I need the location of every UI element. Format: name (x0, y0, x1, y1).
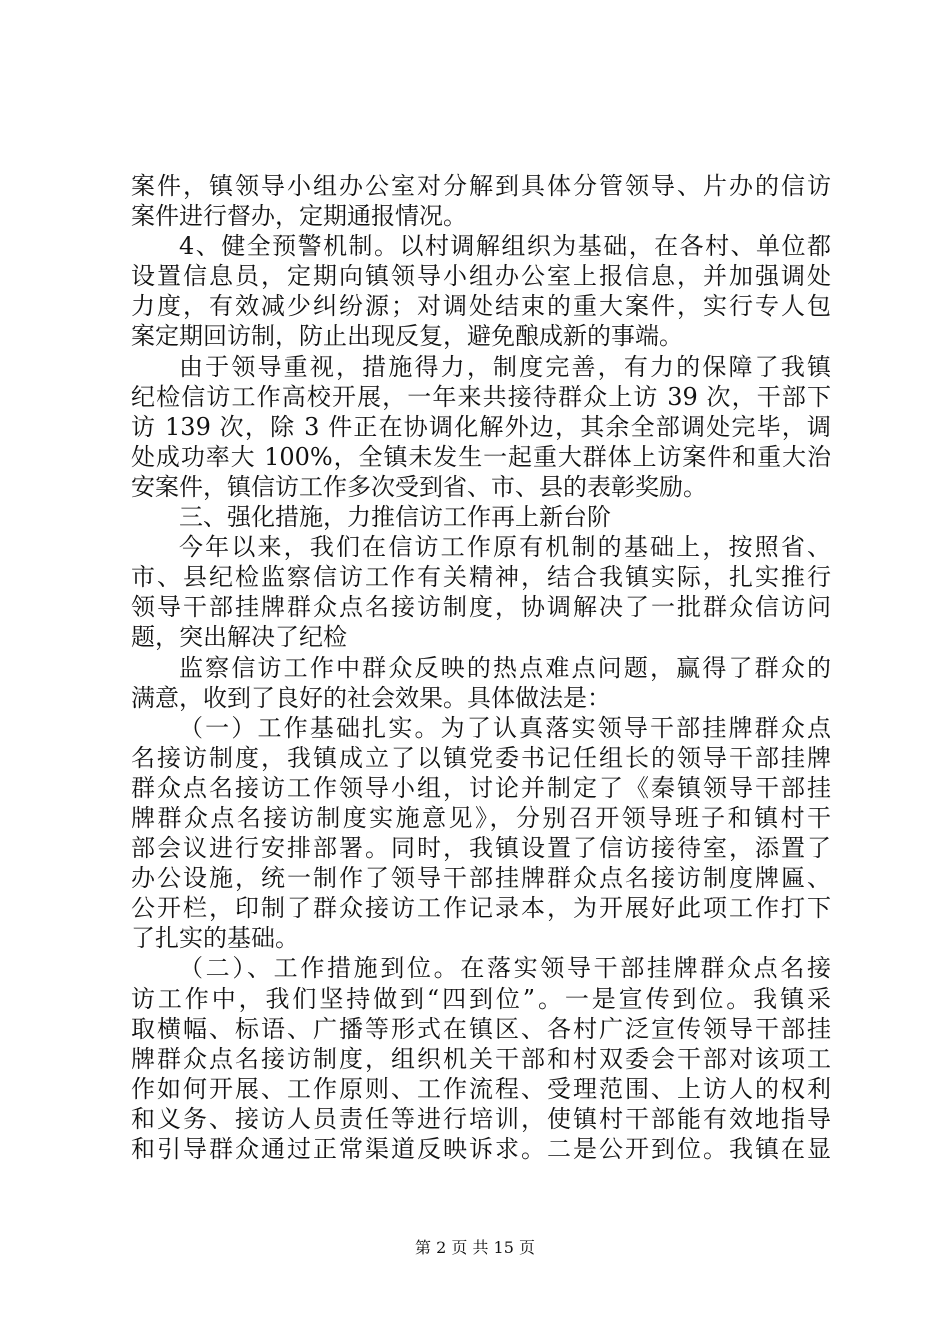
document-body (131, 171, 831, 1164)
text-line: 题，突出解决了纪检 (131, 623, 347, 652)
text-line: 满意，收到了良好的社会效果。具体做法是： (131, 683, 611, 712)
text-line: 三、强化措施，力推信访工作再上新台阶 (179, 503, 611, 532)
text-line: 公开栏，印制了群众接访工作记录本，为开展好此项工作打下 (131, 894, 831, 923)
text-line: 取横幅、标语、广播等形式在镇区、各村广泛宣传领导干部挂 (131, 1014, 831, 1043)
text-line: 监察信访工作中群众反映的热点难点问题，赢得了群众的 (179, 653, 831, 682)
text-line: 和引导群众通过正常渠道反映诉求。二是公开到位。我镇在显 (131, 1135, 831, 1163)
text-line: 部会议进行安排部署。同时，我镇设置了信访接待室，添置了 (131, 834, 831, 863)
text-line: 案件，镇领导小组办公室对分解到具体分管领导、片办的信访 (131, 172, 831, 200)
text-line: 今年以来，我们在信访工作原有机制的基础上，按照省、 (179, 533, 831, 562)
text-line: 群众点名接访工作领导小组，讨论并制定了《秦镇领导干部挂 (131, 773, 831, 802)
text-line: 名接访制度，我镇成立了以镇党委书记任组长的领导干部挂牌 (131, 743, 831, 772)
text-line: 纪检信访工作高校开展，一年来共接待群众上访 39 次，干部下 (131, 382, 831, 411)
text-line: （二）、工作措施到位。在落实领导干部挂牌群众点名接 (179, 954, 831, 983)
text-line: 市、县纪检监察信访工作有关精神，结合我镇实际，扎实推行 (131, 563, 831, 592)
text-line: 4、健全预警机制。以村调解组织为基础，在各村、单位都 (179, 232, 831, 261)
text-line: 安案件，镇信访工作多次受到省、市、县的表彰奖励。 (131, 472, 707, 501)
text-line: 由于领导重视，措施得力，制度完善，有力的保障了我镇 (179, 352, 831, 381)
text-line: 案定期回访制，防止出现反复，避免酿成新的事端。 (131, 322, 683, 351)
text-line: 了扎实的基础。 (131, 924, 299, 953)
text-line: 访 139 次，除 3 件正在协调化解外边，其余全部调处完毕，调 (131, 412, 831, 441)
text-line: 案件进行督办，定期通报情况。 (131, 202, 467, 231)
page-number-footer: 第 2 页 共 15 页 (415, 1238, 535, 1257)
text-line: 和义务、接访人员责任等进行培训，使镇村干部能有效地指导 (131, 1104, 831, 1133)
text-line: 设置信息员，定期向镇领导小组办公室上报信息，并加强调处 (131, 262, 831, 291)
text-line: 领导干部挂牌群众点名接访制度，协调解决了一批群众信访问 (131, 593, 831, 622)
text-line: 访工作中，我们坚持做到“四到位”。一是宣传到位。我镇采 (131, 984, 831, 1013)
text-line: 办公设施，统一制作了领导干部挂牌群众点名接访制度牌匾、 (131, 864, 831, 893)
text-line: 处成功率大 100%，全镇未发生一起重大群体上访案件和重大治 (131, 442, 831, 471)
text-line: 牌群众点名接访制度实施意见》，分别召开领导班子和镇村干 (131, 803, 831, 832)
text-line: （一）工作基础扎实。为了认真落实领导干部挂牌群众点 (179, 713, 831, 742)
text-line: 牌群众点名接访制度，组织机关干部和村双委会干部对该项工 (131, 1044, 831, 1073)
text-line: 力度，有效减少纠纷源；对调处结束的重大案件，实行专人包 (131, 292, 831, 321)
text-line: 作如何开展、工作原则、工作流程、受理范围、上访人的权利 (131, 1074, 831, 1103)
